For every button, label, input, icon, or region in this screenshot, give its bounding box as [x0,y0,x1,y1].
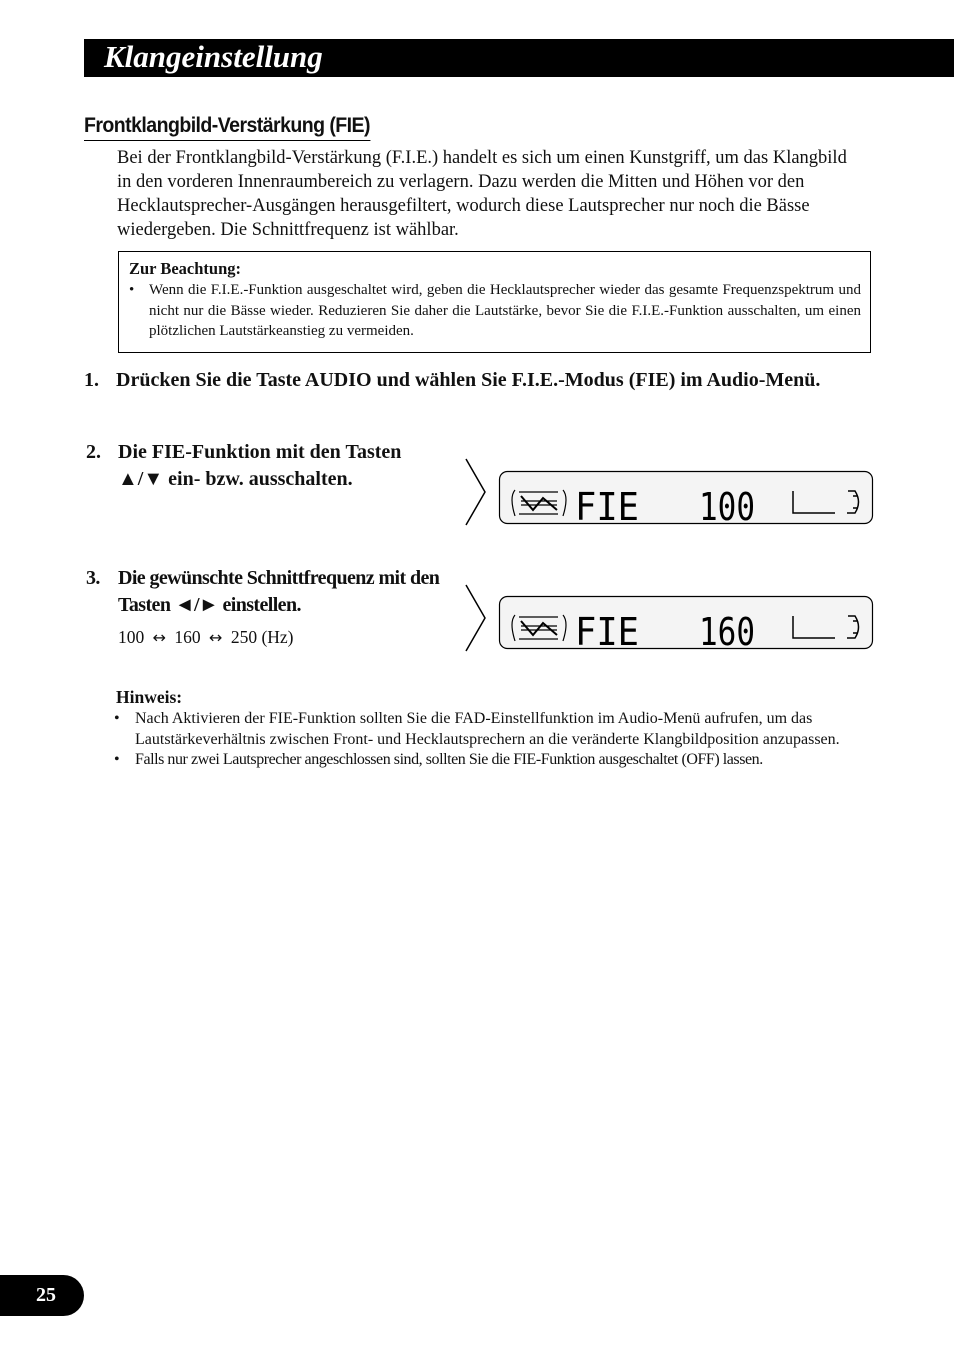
frequency-unit: (Hz) [261,627,294,647]
page-number-tab [0,1275,84,1316]
lcd-display-fie-100 [463,456,875,526]
step-text: Die FIE-Funktion mit den Tasten ▲/▼ ein- bzw. ausschalten. [118,441,402,490]
step-text: Drücken Sie die Taste AUDIO und wählen Sie F.I.E.-Modus (FIE) im Audio-Menü. [116,369,821,391]
hint-title: Hinweis: [116,687,183,707]
hint-item-text: Nach Aktivieren der FIE-Funktion sollten Sie die FAD-Einstellfunktion im Audio-Menü aufrufen, um das Lautstärkeverhältnis zwischen Front- und Hecklautsprechern an die veränderte Klangbildposition anzupassen. [135,710,840,748]
section-title: Frontklangbild-Verstärkung (FIE) [84,113,370,141]
step-number: 3. [86,567,100,589]
pointer-arrow-icon [466,459,485,525]
note-box [118,251,871,353]
frequency-value: 100 [118,627,145,647]
lcd-frame [500,597,873,649]
frequency-sequence [118,626,294,649]
page-title: Klangeinstellung [104,39,323,74]
intro-paragraph: Bei der Frontklangbild-Verstärkung (F.I.E.) handelt es sich um einen Kunstgriff, um das Klangbild in den vorderen Innenraumbereich zu verlagern. Dazu werden die Mitten und Höhen vor den Hecklautsprecher-Ausgängen herausgefiltert, wodurch diese Lautsprecher nur noch die Bässe wiedergeben. Die Schnittfrequenz ist wählbar. [117,148,847,240]
lcd-value: 100 [699,485,755,526]
pointer-arrow-icon [466,585,485,651]
note-title: Zur Beachtung: [129,259,242,278]
frequency-value: 160 [174,627,201,647]
bullet: • [114,710,120,727]
lcd-label: FIE [575,485,639,526]
header-bar [84,39,954,77]
bullet: • [129,282,135,298]
double-arrow-icon: ↔ [209,628,223,647]
double-arrow-icon: ↔ [152,628,167,647]
step-2 [86,439,426,493]
lcd-label: FIE [575,610,639,652]
step-text: Die gewünschte Schnittfrequenz mit den Tasten ◄/► einstellen. [118,567,440,616]
step-number: 1. [84,369,99,391]
frequency-value: 250 [230,627,258,647]
note-item-text: Wenn die F.I.E.-Funktion ausgeschaltet wird, geben die Hecklautsprecher wieder das gesamte Frequenzspektrum und nicht nur die Bässe wieder. Reduzieren Sie daher die Lautstärke, bevor Sie die F.I.E.-Funktion ausschalten, um einen plötzlichen Lautstärkeanstieg zu vermeiden. [149,282,861,339]
lcd-frame [500,472,873,524]
hint-item [114,709,876,750]
step-1 [84,367,874,394]
step-number: 2. [86,441,101,463]
lcd-value: 160 [699,610,755,652]
note-item [129,280,861,342]
hint-item [114,750,876,771]
hint-section [116,686,876,771]
lcd-display-graphic [463,582,875,652]
hint-item-text: Falls nur zwei Lautsprecher angeschlossen sind, sollten Sie die FIE-Funktion ausgeschaltet (OFF) lassen. [135,751,763,768]
step-3 [86,565,446,619]
bullet: • [114,751,120,768]
lcd-display-graphic [463,456,875,526]
lcd-display-fie-160 [463,582,875,652]
page-number: 25 [36,1284,56,1306]
